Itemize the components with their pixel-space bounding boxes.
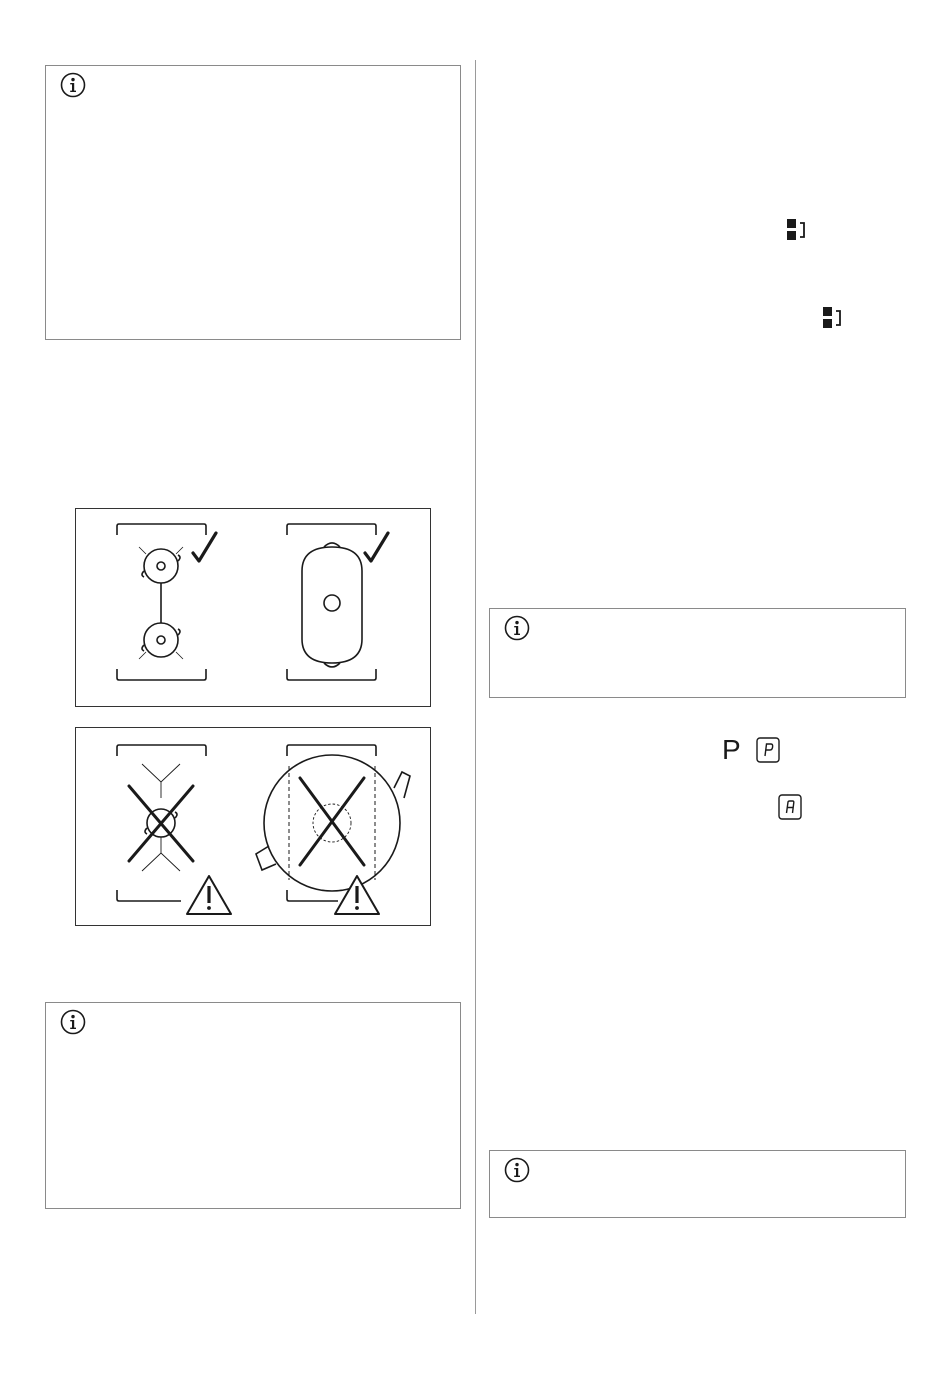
warning-icon — [335, 876, 379, 914]
info-box-left-bottom — [45, 1002, 461, 1209]
info-icon — [60, 1009, 86, 1035]
display-p-icon — [756, 737, 780, 763]
cross-icon — [300, 778, 364, 865]
check-icon — [193, 533, 216, 561]
figure-incorrect-cookware-placement — [75, 727, 431, 926]
info-icon — [60, 72, 86, 98]
display-a-icon — [778, 794, 802, 820]
correct-placement-illustration — [76, 509, 432, 708]
check-icon — [365, 533, 388, 561]
info-box-right-middle — [489, 608, 906, 698]
info-icon — [504, 1157, 530, 1183]
warning-icon — [187, 876, 231, 914]
power-level-p-letter: P — [722, 734, 741, 765]
info-icon — [504, 615, 530, 641]
power-boost-icon — [822, 306, 844, 330]
figure-correct-cookware-placement — [75, 508, 431, 707]
info-box-right-bottom — [489, 1150, 906, 1218]
info-box-left-top — [45, 65, 461, 340]
column-divider — [475, 60, 476, 1314]
incorrect-placement-illustration — [76, 728, 432, 927]
power-boost-icon — [786, 218, 808, 242]
